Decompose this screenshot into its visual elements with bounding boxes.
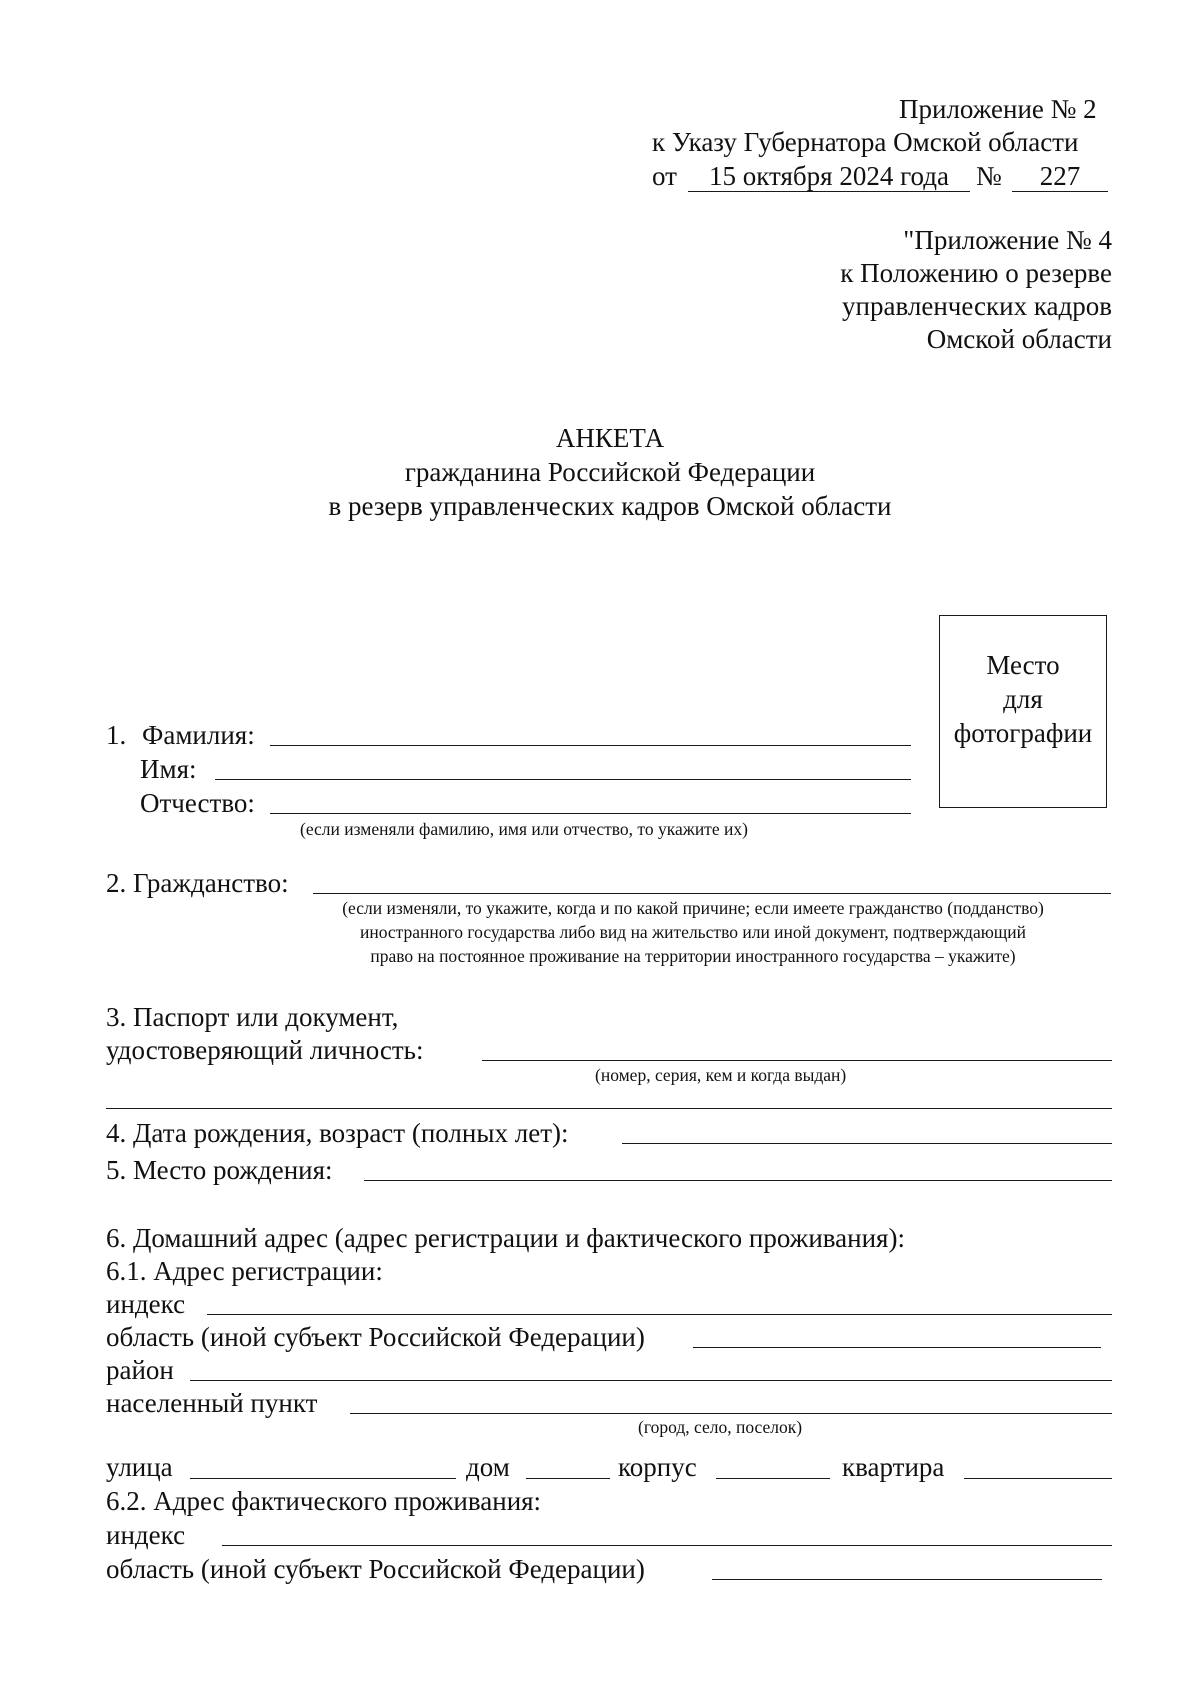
decree-from-label: от [652, 161, 677, 191]
apartment-field[interactable] [964, 1478, 1112, 1479]
index-field[interactable] [207, 1314, 1112, 1315]
actual-address-label: 6.2. Адрес фактического проживания: [106, 1486, 542, 1516]
birth-date-label: 4. Дата рождения, возраст (полных лет): [106, 1118, 569, 1148]
birth-date-field[interactable] [622, 1143, 1112, 1144]
decree-date-value: 15 октября 2024 года [688, 163, 970, 192]
passport-field-continuation[interactable] [106, 1108, 1112, 1109]
locality-label: населенный пункт [106, 1388, 318, 1418]
region-field[interactable] [693, 1347, 1101, 1348]
birth-place-field[interactable] [364, 1180, 1112, 1181]
name-change-hint: (если изменяли фамилию, имя или отчество, то укажите их) [300, 819, 748, 839]
index-2-field[interactable] [222, 1545, 1112, 1546]
district-label: район [106, 1355, 174, 1385]
appendix-number-line: Приложение № 2 [899, 94, 1097, 124]
decree-number-label: № [976, 161, 1002, 191]
apartment-label: квартира [842, 1452, 945, 1482]
citizenship-label: 2. Гражданство: [106, 868, 289, 898]
form-subtitle-line-1: гражданина Российской Федерации [404, 457, 816, 487]
first-name-label: Имя: [140, 754, 197, 784]
decree-reference-line: к Указу Губернатора Омской области [652, 127, 1079, 157]
inner-appendix-line-1: "Приложение № 4 [903, 225, 1112, 255]
street-field[interactable] [190, 1478, 456, 1479]
citizenship-hint-line-1: (если изменяли, то укажите, когда и по какой причине; если имеете гражданство (подданство) [342, 898, 1044, 918]
street-label: улица [106, 1452, 173, 1482]
passport-label-line-1: 3. Паспорт или документ, [106, 1002, 399, 1032]
registration-address-label: 6.1. Адрес регистрации: [106, 1256, 383, 1286]
first-name-field[interactable] [215, 779, 911, 780]
region-2-label: область (иной субъект Российской Федерации) [106, 1554, 645, 1584]
inner-appendix-line-3: управленческих кадров [842, 291, 1112, 321]
region-2-field[interactable] [712, 1579, 1102, 1580]
citizenship-field[interactable] [313, 893, 1111, 894]
form-subtitle-line-2: в резерв управленческих кадров Омской области [328, 491, 892, 521]
decree-number-value: 227 [1012, 163, 1108, 192]
photo-label-line-2: для [1003, 684, 1043, 714]
locality-hint: (город, село, поселок) [638, 1417, 803, 1437]
index-2-label: индекс [106, 1520, 186, 1550]
locality-field[interactable] [350, 1413, 1112, 1414]
citizenship-hint-line-3: право на постоянное проживание на территории иностранного государства – укажите) [370, 946, 1016, 966]
building-label: корпус [618, 1452, 697, 1482]
house-label: дом [466, 1452, 510, 1482]
inner-appendix-line-2: к Положению о резерве [840, 258, 1112, 288]
passport-label-line-2: удостоверяющий личность: [106, 1035, 424, 1065]
passport-hint: (номер, серия, кем и когда выдан) [595, 1065, 847, 1085]
building-field[interactable] [716, 1478, 830, 1479]
surname-label: Фамилия: [142, 720, 255, 750]
index-label: индекс [106, 1289, 186, 1319]
birth-place-label: 5. Место рождения: [106, 1155, 333, 1185]
photo-placeholder[interactable] [939, 615, 1107, 808]
patronymic-label: Отчество: [140, 788, 255, 818]
photo-label-line-1: Место [986, 650, 1060, 680]
home-address-label: 6. Домашний адрес (адрес регистрации и фактического проживания): [106, 1223, 905, 1253]
form-title: АНКЕТА [555, 423, 665, 453]
section-1-number: 1. [106, 720, 127, 750]
patronymic-field[interactable] [270, 813, 911, 814]
house-field[interactable] [526, 1478, 610, 1479]
citizenship-hint-line-2: иностранного государства либо вид на жительство или иной документ, подтверждающий [360, 922, 1026, 942]
inner-appendix-line-4: Омской области [926, 324, 1112, 354]
passport-field[interactable] [482, 1060, 1112, 1061]
region-label: область (иной субъект Российской Федерации) [106, 1322, 645, 1352]
district-field[interactable] [190, 1380, 1112, 1381]
surname-field[interactable] [270, 745, 911, 746]
photo-label-line-3: фотографии [953, 718, 1093, 748]
